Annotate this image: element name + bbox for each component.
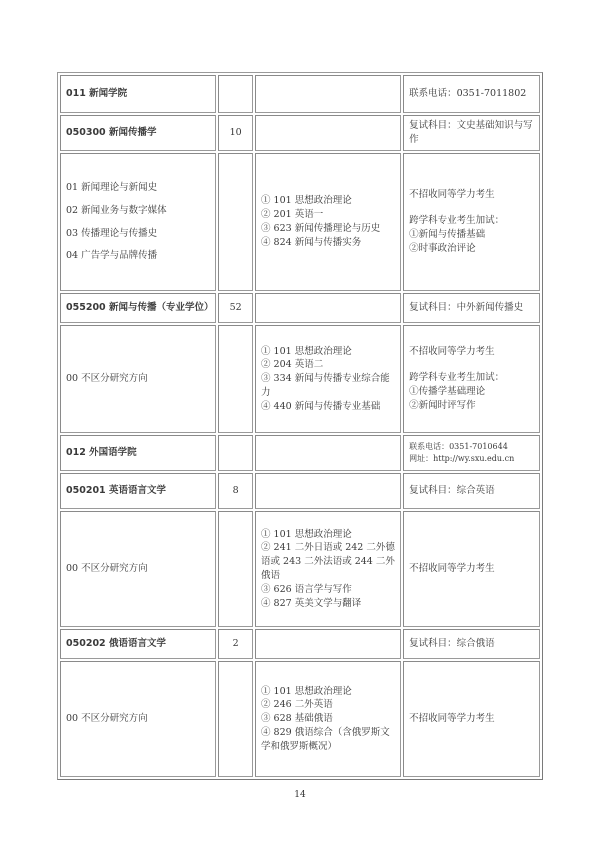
exam-subject-item: ③ 626 语言学与写作 (261, 583, 352, 595)
college-row-journalism (60, 75, 540, 113)
remarks (403, 511, 540, 627)
exam-subject-item: ① 101 思想政治理论 (261, 685, 352, 697)
remarks (403, 661, 540, 777)
research-directions (60, 511, 216, 627)
equivalent-degree-note: 不招收同等学力考生 (409, 563, 495, 575)
exam-subjects (255, 435, 401, 471)
enrollment-count (218, 661, 253, 777)
enrollment-count (218, 153, 253, 291)
contact-phone: 联系电话：0351-7010644 (409, 441, 508, 451)
major-row-055200 (60, 293, 540, 323)
exam-subject-item: ④ 829 俄语综合（含俄罗斯文学和俄罗斯概况） (261, 726, 390, 752)
exam-subject-item: ② 201 英语一 (261, 209, 324, 221)
page-number: 14 (294, 790, 306, 800)
exam-subject-item: ③ 623 新闻传播理论与历史 (261, 223, 381, 234)
major-name: 050202 俄语语言文学 (60, 629, 216, 659)
exam-subject-item: ④ 824 新闻与传播实务 (261, 236, 362, 248)
major-name: 055200 新闻与传播（专业学位） (60, 293, 216, 323)
exam-subject-item: ② 204 英语二 (261, 359, 324, 371)
research-directions (60, 153, 216, 291)
exam-subject-item: ② 246 二外英语 (261, 699, 333, 711)
enrollment-count (218, 511, 253, 627)
cross-discipline-note: 跨学科专业考生加试： (409, 372, 505, 384)
exam-subject-item: ② 241 二外日语或 242 二外德语或 243 二外法语或 244 二外俄语 (261, 542, 395, 581)
exam-subjects (255, 293, 401, 323)
directions-row-050201 (60, 511, 540, 627)
website-url: 网址：http://wy.sxu.edu.cn (409, 454, 515, 463)
research-directions (60, 325, 216, 433)
exam-subject-item: ④ 827 英美文学与翻译 (261, 597, 362, 609)
remarks (403, 293, 540, 323)
contact-phone: 联系电话：0351-7011802 (409, 88, 527, 100)
extra-exam-item: ②时事政治评论 (409, 242, 476, 254)
major-name: 050201 英语语言文学 (60, 473, 216, 509)
direction-item: 00 不区分研究方向 (66, 373, 148, 385)
direction-item: 00 不区分研究方向 (66, 713, 148, 725)
enrollment-count: 8 (218, 473, 253, 509)
exam-subject-item: ① 101 思想政治理论 (261, 345, 352, 357)
remarks (403, 325, 540, 433)
remarks (403, 115, 540, 151)
exam-subject-item: ① 101 思想政治理论 (261, 528, 352, 540)
remarks (403, 629, 540, 659)
college-name: 012 外国语学院 (60, 435, 216, 471)
major-row-050300 (60, 115, 540, 151)
college-name: 011 新闻学院 (60, 75, 216, 113)
retest-subject: 复试科目：综合英语 (409, 485, 495, 497)
exam-subjects (255, 75, 401, 113)
enrollment-count: 52 (218, 293, 253, 323)
major-row-050202 (60, 629, 540, 659)
major-name: 050300 新闻传播学 (60, 115, 216, 151)
exam-subject-item: ③ 334 新闻与传播专业综合能力 (261, 373, 390, 398)
exam-subject-item: ④ 440 新闻与传播专业基础 (261, 400, 381, 412)
exam-subjects (255, 325, 401, 433)
directions-row-050202 (60, 661, 540, 777)
enrollment-count (218, 325, 253, 433)
cross-discipline-note: 跨学科专业考生加试： (409, 215, 505, 227)
enrollment-count (218, 75, 253, 113)
remarks (403, 75, 540, 113)
extra-exam-item: ②新闻时评写作 (409, 399, 476, 411)
direction-item: 00 不区分研究方向 (66, 563, 148, 575)
directions-row-055200 (60, 325, 540, 433)
exam-subjects (255, 661, 401, 777)
college-row-foreign-languages (60, 435, 540, 471)
retest-subject: 复试科目：中外新闻传播史 (409, 302, 524, 314)
equivalent-degree-note: 不招收同等学力考生 (409, 713, 495, 725)
direction-item: 02 新闻业务与数字媒体 (66, 204, 167, 216)
extra-exam-item: ①新闻与传播基础 (409, 229, 486, 240)
admissions-table (57, 72, 543, 780)
exam-subjects (255, 511, 401, 627)
directions-row-050300 (60, 153, 540, 291)
equivalent-degree-note: 不招收同等学力考生 (409, 189, 495, 201)
retest-subject: 复试科目：综合俄语 (409, 638, 495, 650)
exam-subjects (255, 473, 401, 509)
enrollment-count: 10 (218, 115, 253, 151)
retest-subject: 复试科目：文史基础知识与写作 (409, 120, 533, 145)
exam-subjects (255, 629, 401, 659)
exam-subjects (255, 153, 401, 291)
direction-item: 04 广告学与品牌传播 (66, 250, 158, 262)
exam-subjects (255, 115, 401, 151)
direction-item: 03 传播理论与传播史 (66, 227, 158, 239)
remarks (403, 435, 540, 471)
remarks (403, 153, 540, 291)
major-row-050201 (60, 473, 540, 509)
exam-subject-item: ① 101 思想政治理论 (261, 195, 352, 207)
equivalent-degree-note: 不招收同等学力考生 (409, 346, 495, 358)
exam-subject-item: ③ 628 基础俄语 (261, 713, 333, 725)
remarks (403, 473, 540, 509)
enrollment-count (218, 435, 253, 471)
direction-item: 01 新闻理论与新闻史 (66, 181, 158, 193)
extra-exam-item: ①传播学基础理论 (409, 386, 486, 397)
enrollment-count: 2 (218, 629, 253, 659)
research-directions (60, 661, 216, 777)
